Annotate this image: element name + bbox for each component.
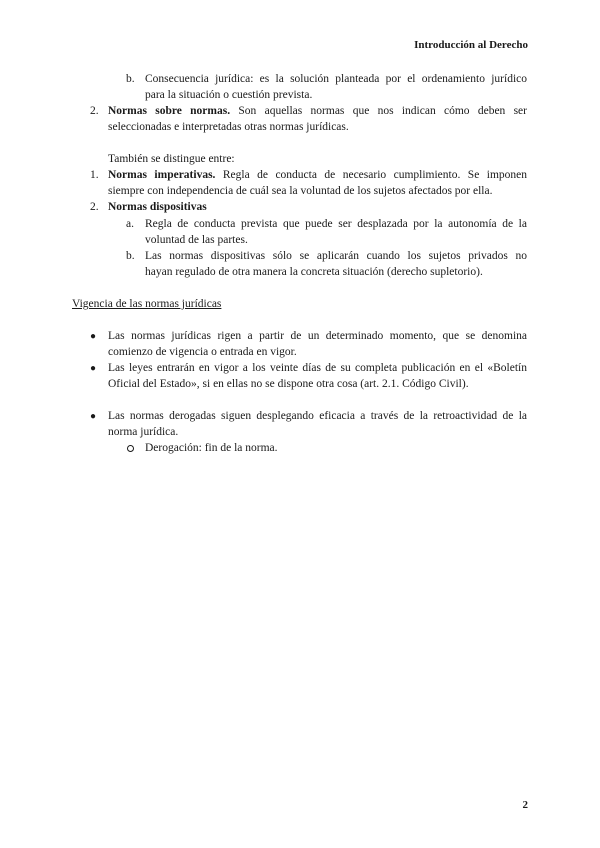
- list-item-line: seleccionadas e interpretadas otras normas jurídicas.: [108, 120, 349, 133]
- list-item-line: siempre con independencia de cuál sea la voluntad de los sujetos afectados por ella.: [108, 184, 493, 197]
- term-description: Regla de conducta de necesario cumplimiento. Se imponen: [215, 169, 527, 181]
- sub-item-a: [145, 217, 527, 248]
- list-item-normas-dispositivas: Normas dispositivas: [108, 201, 207, 213]
- list-item-line: Las normas derogadas siguen desplegando eficacia a través de la retroactividad de la: [108, 410, 527, 422]
- list-item-line: Consecuencia jurídica: es la solución planteada por el ordenamiento jurídico: [145, 73, 527, 85]
- list-item-line: comienzo de vigencia o entrada en vigor.: [108, 345, 297, 358]
- list-item-normas-imperativas: [108, 168, 527, 199]
- sub-item-b: [145, 249, 527, 280]
- bullet-dot-icon: ●: [90, 363, 97, 374]
- bullet-dot-icon: ●: [90, 411, 97, 422]
- list-item-consecuencia: [145, 72, 527, 103]
- sub-marker-a: a.: [126, 218, 134, 230]
- list-marker-2: 2.: [90, 105, 99, 117]
- list-marker-b: b.: [126, 73, 135, 85]
- bullet-item-leyes: [108, 361, 527, 392]
- bullet-dot-icon: ●: [90, 331, 97, 342]
- page-number: 2: [522, 799, 528, 811]
- circle-bullet-icon: [127, 445, 134, 452]
- sub-marker-b: b.: [126, 250, 135, 262]
- list-item-line: Las normas dispositivas sólo se aplicarán cuando los sujetos privados no: [145, 250, 527, 262]
- intro-paragraph: También se distingue entre:: [108, 153, 235, 165]
- list-item-line: Oficial del Estado», si en ellas no se dispone otra cosa (art. 2.1. Código Civil).: [108, 377, 469, 390]
- list-item-line: Regla de conducta prevista que puede ser desplazada por la autonomía de la: [145, 218, 527, 230]
- list-item-line: Las normas jurídicas rigen a partir de un determinado momento, que se denomina: [108, 330, 527, 342]
- list-item-line: [108, 168, 527, 184]
- bullet-item-derogadas: [108, 409, 527, 440]
- list-item-line: norma jurídica.: [108, 425, 179, 438]
- list-item-line: [108, 104, 527, 120]
- running-header: Introducción al Derecho: [414, 39, 528, 51]
- list-marker-1: 1.: [90, 169, 99, 181]
- bullet-item-vigencia: [108, 329, 527, 360]
- term-bold: Normas sobre normas.: [108, 105, 231, 117]
- list-marker-2b: 2.: [90, 201, 99, 213]
- section-title: Vigencia de las normas jurídicas: [72, 298, 222, 310]
- list-item-line: Las leyes entrarán en vigor a los veinte días de su completa publicación en el «Boletín: [108, 362, 527, 374]
- list-item-line: voluntad de las partes.: [145, 233, 248, 246]
- term-description: Son aquellas normas que nos indican cómo deben ser: [230, 105, 527, 117]
- sub-bullet-derogacion: Derogación: fin de la norma.: [145, 442, 278, 454]
- list-item-line: hayan regulado de otra manera la concreta situación (derecho supletorio).: [145, 265, 483, 278]
- term-bold: Normas imperativas.: [108, 169, 216, 181]
- list-item-line: para la situación o cuestión prevista.: [145, 88, 313, 101]
- list-item-normas-sobre-normas: [108, 104, 527, 135]
